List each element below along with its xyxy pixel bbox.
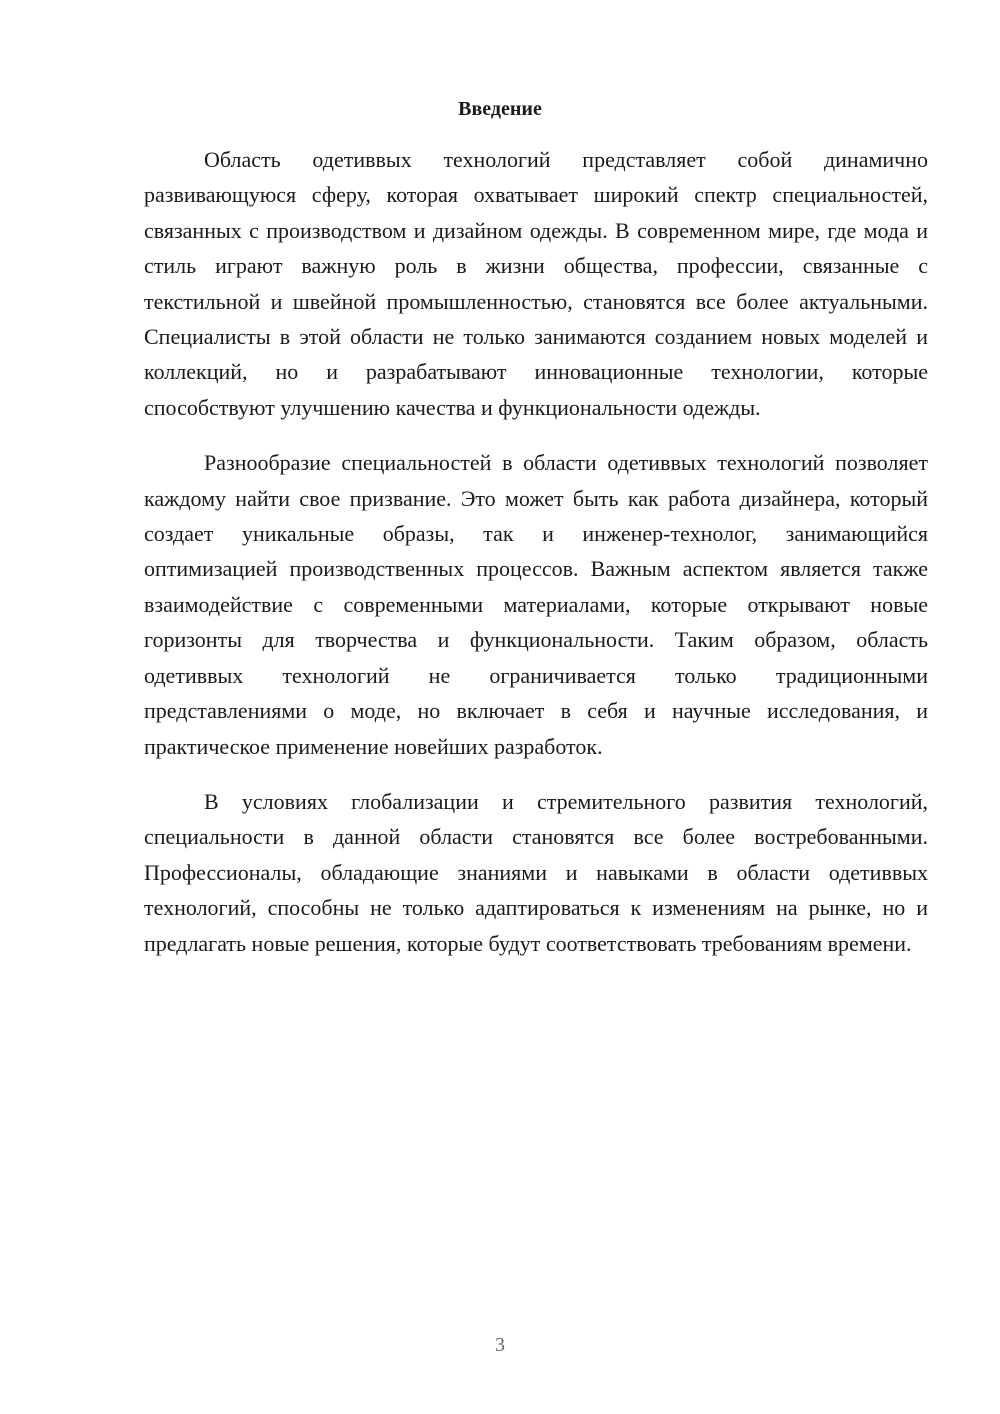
- page-number-text: 3: [495, 1334, 505, 1356]
- paragraph-2: Разнообразие специальностей в области одетиввых технологий позволяет каждому найти свое призвание. Это может быть как работа дизайнера, который создает уникальные образы, так и инженер-технолог, занимающийся оптимизацией производственных процессов. Важным аспектом является также взаимодействие с современными материалами, которые открывают новые горизонты для творчества и функциональности. Таким образом, область одетиввых технологий не ограничивается только традиционными представлениями о моде, но включает в себя и научные исследования, и практическое применение новейших разработок.: [144, 450, 928, 759]
- page-number: [72, 1334, 1000, 1357]
- section-heading-text: Введение: [458, 98, 542, 120]
- section-heading: [72, 98, 1000, 121]
- paragraph-1: Область одетиввых технологий представляет собой динамично развивающуюся сферу, которая охватывает широкий спектр специальностей, связанных с производством и дизайном одежды. В современном мире, где мода и стиль играют важную роль в жизни общества, профессии, связанные с текстильной и швейной промышленностью, становятся все более актуальными. Специалисты в этой области не только занимаются созданием новых моделей и коллекций, но и разрабатывают инновационные технологии, которые способствуют улучшению качества и функциональности одежды.: [144, 147, 928, 420]
- body-text: [144, 142, 928, 961]
- paragraph-3: В условиях глобализации и стремительного развития технологий, специальности в данной области становятся все более востребованными. Профессионалы, обладающие знаниями и навыками в области одетиввых технологий, способны не только адаптироваться к изменениям на рынке, но и предлагать новые решения, которые будут соответствовать требованиям времени.: [144, 788, 928, 956]
